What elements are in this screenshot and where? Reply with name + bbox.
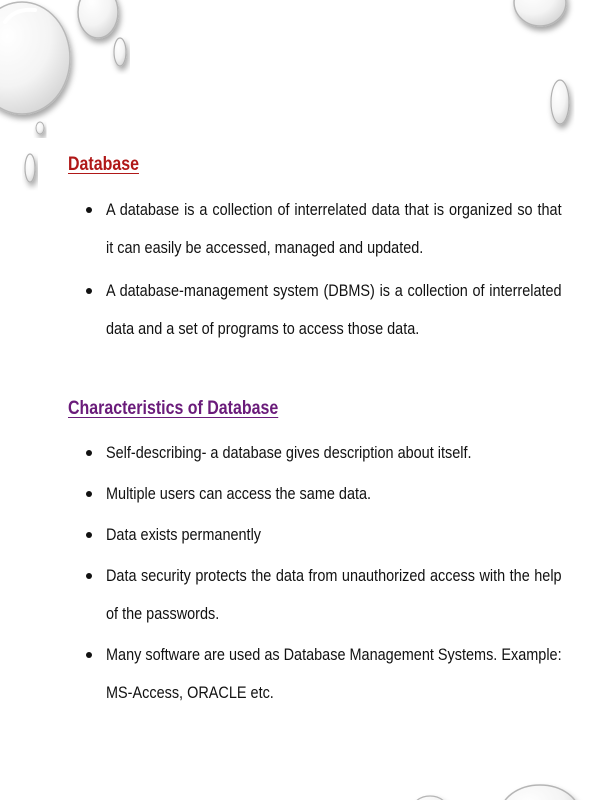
list-item-text: Self-describing- a database gives description about itself. bbox=[106, 443, 472, 462]
list-item-text: A database-management system (DBMS) is a collection of interrelated data and a set of programs to access those data. bbox=[106, 281, 562, 338]
bullet-icon bbox=[86, 652, 92, 658]
list-item bbox=[86, 636, 564, 712]
list-item-text: Many software are used as Database Management Systems. Example: MS-Access, ORACLE etc. bbox=[106, 645, 562, 702]
database-bullet-list bbox=[86, 191, 564, 353]
bullet-icon bbox=[86, 450, 92, 456]
droplet-small-2 bbox=[36, 122, 44, 134]
list-item bbox=[86, 434, 564, 472]
list-item bbox=[86, 272, 564, 348]
list-item-text: Multiple users can access the same data. bbox=[106, 484, 372, 503]
droplet-small-1 bbox=[114, 38, 126, 66]
list-item bbox=[86, 191, 564, 267]
list-item bbox=[86, 475, 564, 513]
bullet-icon bbox=[86, 288, 92, 294]
droplet-right-medium bbox=[551, 80, 569, 124]
list-item-text: A database is a collection of interrelated data that is organized so that it can easily be accessed, managed and updated. bbox=[106, 200, 562, 257]
droplet-small-3 bbox=[25, 154, 35, 182]
droplet-top-right bbox=[514, 0, 566, 26]
droplet-bottom-right-2 bbox=[500, 785, 580, 800]
droplet-large-top-left bbox=[0, 2, 70, 114]
list-item bbox=[86, 516, 564, 554]
droplet-top-left-2 bbox=[78, 0, 118, 38]
heading-characteristics: Characteristics of Database bbox=[68, 398, 279, 419]
bullet-icon bbox=[86, 207, 92, 213]
list-item-text: Data exists permanently bbox=[106, 525, 262, 544]
bullet-icon bbox=[86, 532, 92, 538]
heading-database: Database bbox=[68, 154, 139, 175]
list-item bbox=[86, 557, 564, 633]
characteristics-bullet-list bbox=[86, 434, 564, 715]
bullet-icon bbox=[86, 491, 92, 497]
bullet-icon bbox=[86, 573, 92, 579]
list-item-text: Data security protects the data from unauthorized access with the help of the passwords. bbox=[106, 566, 562, 623]
droplet-bottom-right-1 bbox=[412, 796, 448, 800]
